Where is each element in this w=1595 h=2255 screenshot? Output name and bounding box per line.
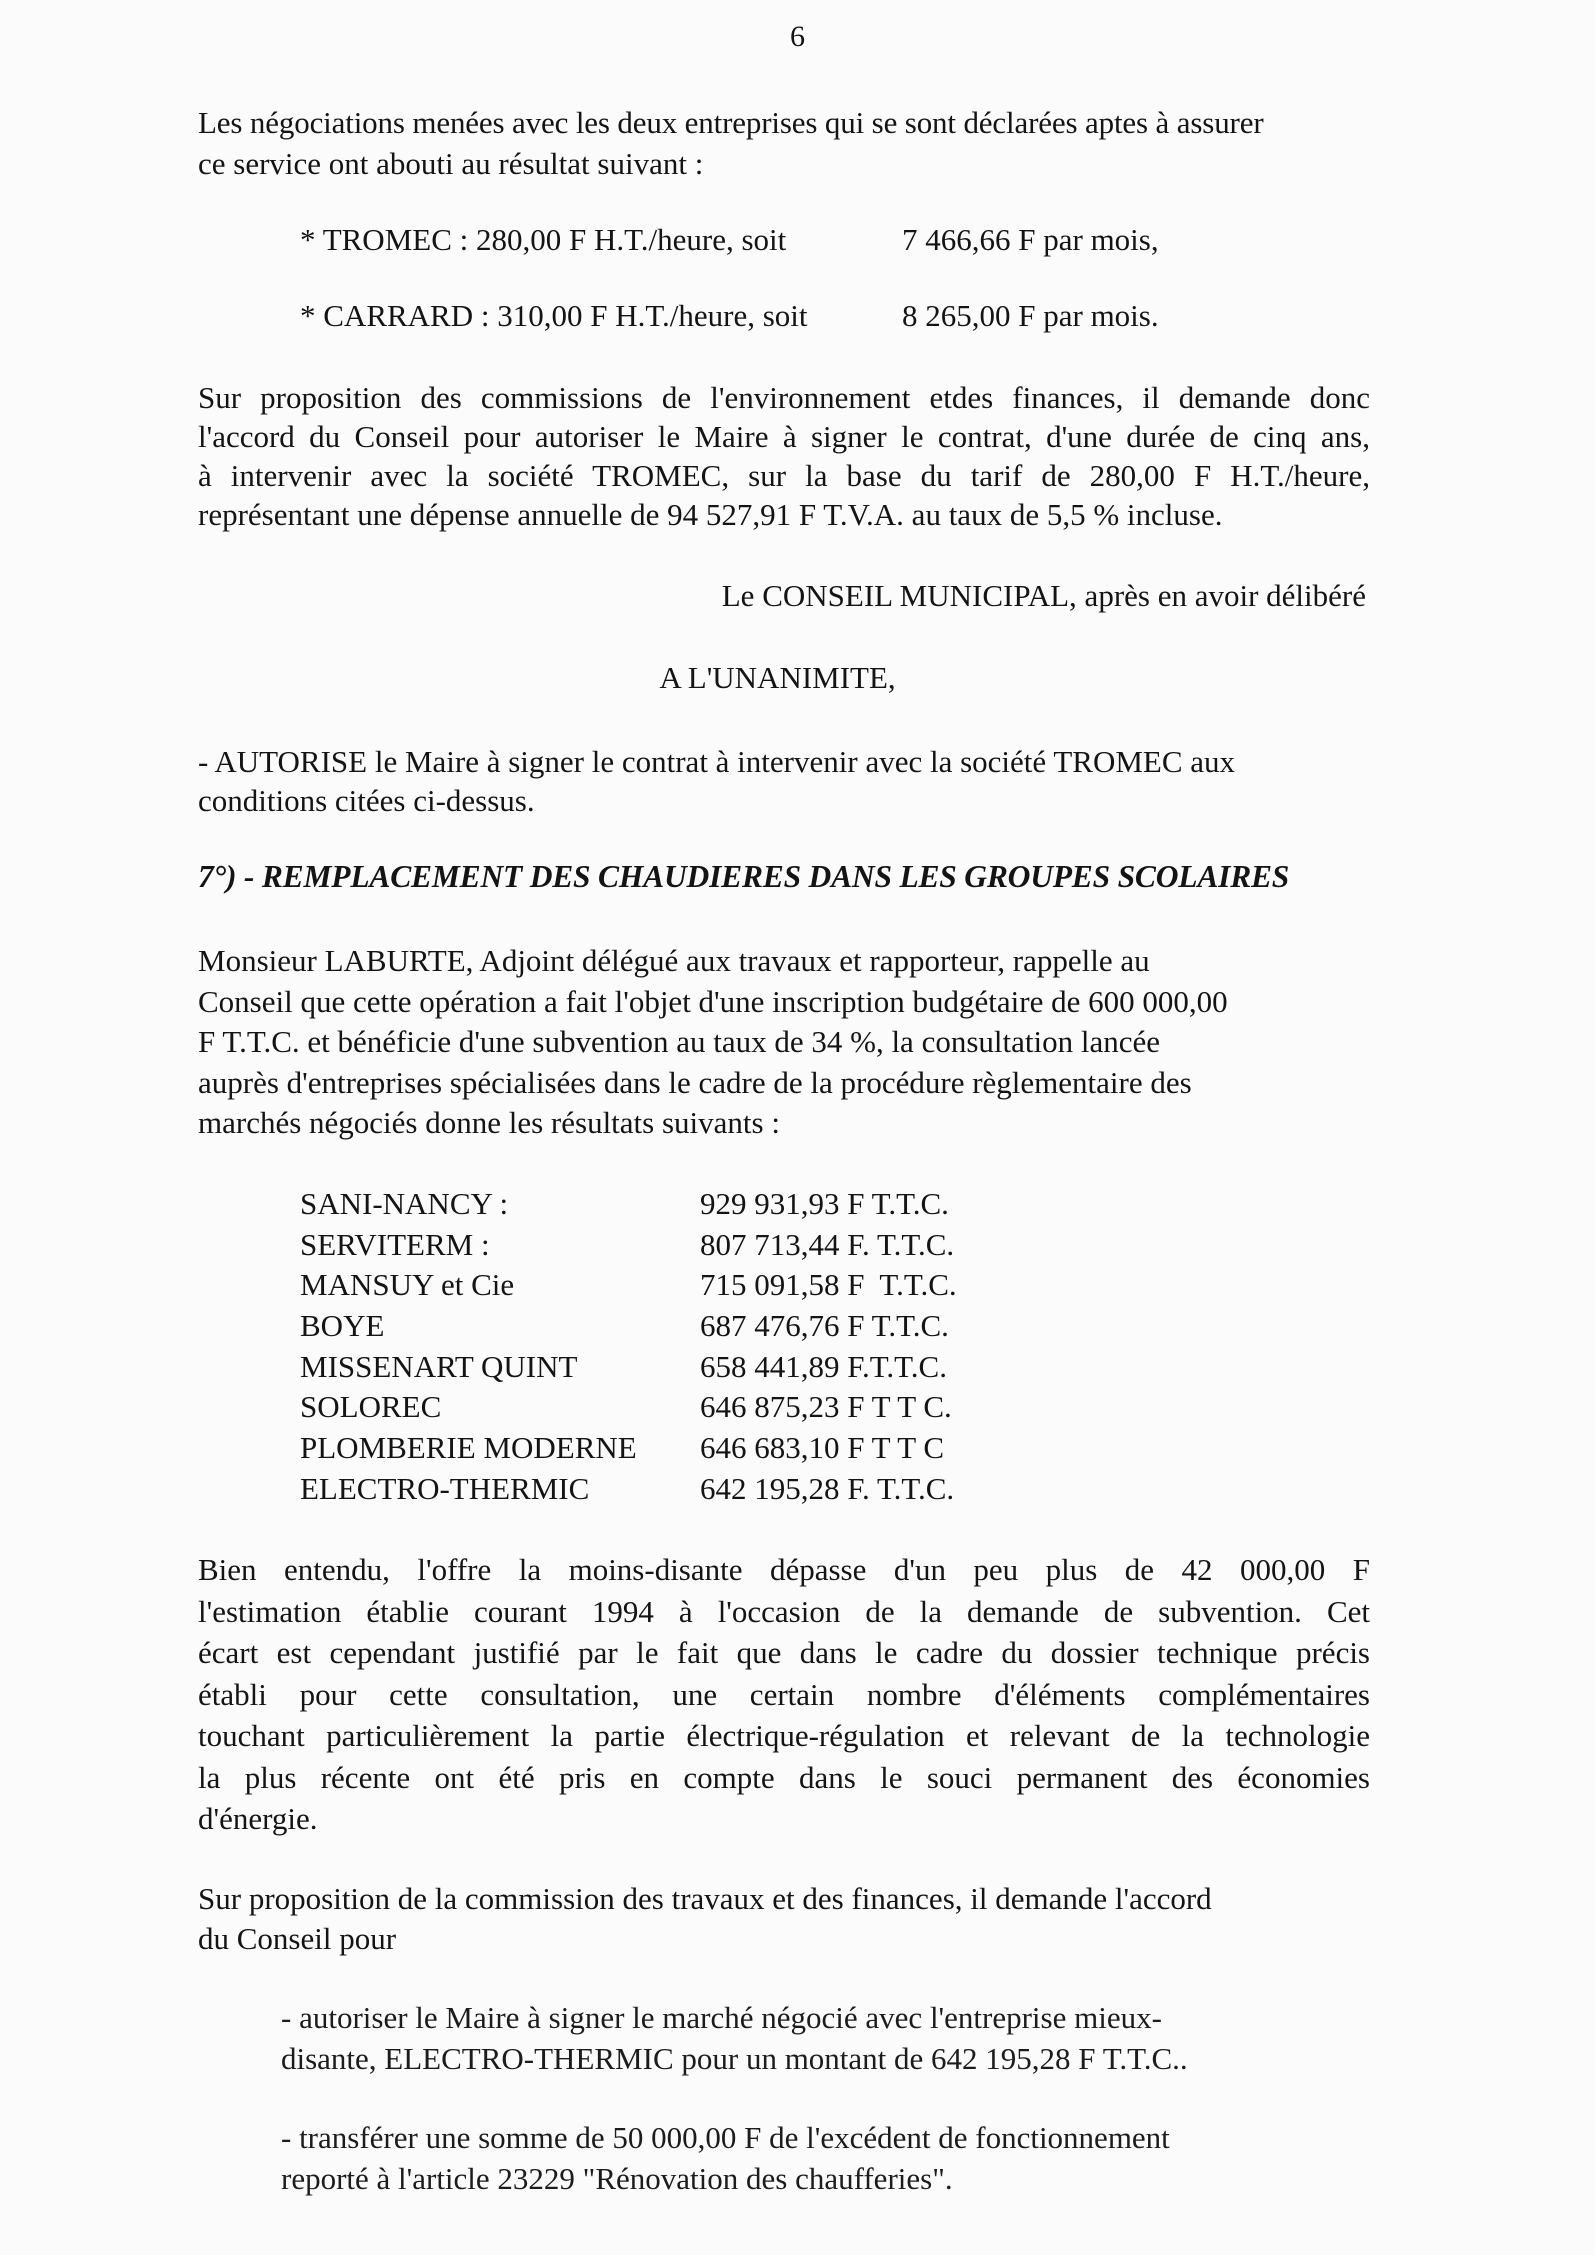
bid-company: SOLOREC xyxy=(300,1389,442,1425)
proposal-works-paragraph xyxy=(198,1879,1370,1959)
bid-amount: 715 091,58 F T.T.C. xyxy=(700,1267,957,1303)
proposal-line: Sur proposition de la commission des travaux et des finances, il demande l'accord xyxy=(198,1881,1212,1916)
bid-amount: 646 683,10 F T T C xyxy=(700,1430,945,1466)
justification-line: l'estimation établie courant 1994 à l'occasion de la demande de subvention. Cet xyxy=(198,1593,1370,1629)
bid-company: BOYE xyxy=(300,1308,385,1344)
proposal-line: l'accord du Conseil pour autoriser le Maire à signer le contrat, d'une durée de cinq ans, xyxy=(198,419,1370,454)
action-line: - autoriser le Maire à signer le marché négocié avec l'entreprise mieux- xyxy=(281,2000,1162,2035)
section-intro-line: Monsieur LABURTE, Adjoint délégué aux travaux et rapporteur, rappelle au xyxy=(198,943,1150,978)
proposal-line: représentant une dépense annuelle de 94 527,91 F T.V.A. au taux de 5,5 % incluse. xyxy=(198,497,1223,532)
intro-line: Les négociations menées avec les deux entreprises qui se sont déclarées aptes à assurer xyxy=(198,105,1264,140)
bid-company: ELECTRO-THERMIC xyxy=(300,1470,590,1506)
justification-line: Bien entendu, l'offre la moins-disante dépasse d'un peu plus de 42 000,00 F xyxy=(198,1552,1370,1587)
section-intro-line: marchés négociés donne les résultats suivants : xyxy=(198,1105,780,1140)
section-intro-line: Conseil que cette opération a fait l'objet d'une inscription budgétaire de 600 000,00 xyxy=(198,983,1228,1019)
proposal-line: du Conseil pour xyxy=(198,1921,397,1956)
bid-company: MANSUY et Cie xyxy=(300,1267,515,1303)
action-item-sign-contract xyxy=(281,1997,1188,2079)
tarif-label: * CARRARD : 310,00 F H.T./heure, soit xyxy=(300,298,808,333)
decision-line: conditions citées ci-dessus. xyxy=(198,783,535,818)
bid-amount: 646 875,23 F T T C. xyxy=(700,1389,952,1425)
action-line: reporté à l'article 23229 "Rénovation des chaufferies". xyxy=(281,2161,953,2196)
intro-line: ce service ont abouti au résultat suivant : xyxy=(198,145,704,181)
action-line: - transférer une somme de 50 000,00 F de l'excédent de fonctionnement xyxy=(281,2120,1170,2155)
bid-amount: 687 476,76 F T.T.C. xyxy=(700,1308,949,1344)
vote-result: A L'UNANIMITE, xyxy=(659,660,896,695)
tarif-row-tromec xyxy=(300,222,1159,258)
intro-paragraph xyxy=(198,103,1370,184)
tarif-price: 7 466,66 F par mois, xyxy=(902,222,1159,257)
proposal-line: Sur proposition des commissions de l'environnement etdes finances, il demande donc xyxy=(198,380,1370,415)
tarif-row-carrard xyxy=(300,298,1159,334)
bid-amount: 658 441,89 F.T.T.C. xyxy=(700,1348,947,1384)
bid-company: SERVITERM : xyxy=(300,1226,490,1262)
bid-company: SANI-NANCY : xyxy=(300,1186,509,1221)
justification-line: établi pour cette consultation, une certain nombre d'éléments complémentaires xyxy=(198,1676,1370,1712)
bid-amount: 642 195,28 F. T.T.C. xyxy=(700,1470,955,1506)
justification-line: écart est cependant justifié par le fait que dans le cadre du dossier technique précis xyxy=(198,1635,1370,1670)
action-item-transfer-funds xyxy=(281,2117,1170,2199)
justification-line: d'énergie. xyxy=(198,1801,318,1836)
bid-company: PLOMBERIE MODERNE xyxy=(300,1430,637,1466)
bid-company: MISSENART QUINT xyxy=(300,1348,578,1384)
tarif-price: 8 265,00 F par mois. xyxy=(902,298,1159,333)
tarif-label: * TROMEC : 280,00 F H.T./heure, soit xyxy=(300,222,787,257)
decision-paragraph xyxy=(198,742,1370,820)
justification-line: touchant particulièrement la partie électrique-régulation et relevant de la technologie xyxy=(198,1718,1370,1753)
proposal-environment-paragraph xyxy=(198,378,1370,534)
council-deliberation-line: Le CONSEIL MUNICIPAL, après en avoir délibéré xyxy=(721,578,1366,613)
proposal-line: à intervenir avec la société TROMEC, sur la base du tarif de 280,00 F H.T./heure, xyxy=(198,458,1370,493)
section-intro-line: auprès d'entreprises spécialisées dans le cadre de la procédure règlementaire des xyxy=(198,1064,1192,1100)
page-number: 6 xyxy=(790,20,805,53)
justification-line: la plus récente ont été pris en compte dans le souci permanent des économies xyxy=(198,1759,1370,1795)
section-intro-paragraph xyxy=(198,941,1370,1144)
section-heading: 7°) - REMPLACEMENT DES CHAUDIERES DANS LES GROUPES SCOLAIRES xyxy=(198,859,1290,894)
justification-paragraph xyxy=(198,1549,1370,1840)
bid-amount: 929 931,93 F T.T.C. xyxy=(700,1186,949,1221)
bid-amount: 807 713,44 F. T.T.C. xyxy=(700,1226,955,1262)
action-line: disante, ELECTRO-THERMIC pour un montant de 642 195,28 F T.T.C.. xyxy=(281,2041,1188,2076)
section-intro-line: F T.T.C. et bénéficie d'une subvention au taux de 34 %, la consultation lancée xyxy=(198,1024,1160,1059)
decision-line: - AUTORISE le Maire à signer le contrat à intervenir avec la société TROMEC aux xyxy=(198,744,1236,779)
